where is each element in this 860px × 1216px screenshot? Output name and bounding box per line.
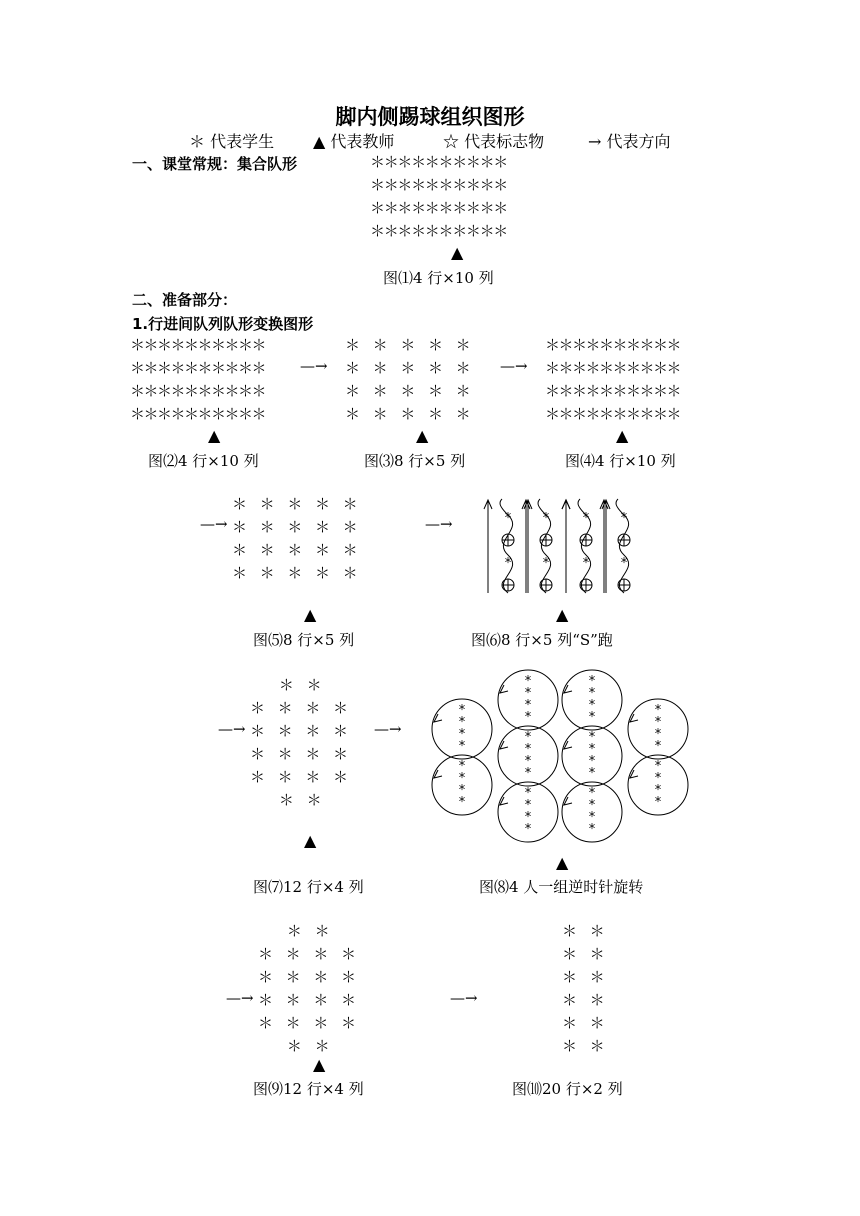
teacher-icon: ▲ [556,605,569,624]
student-mark: * [458,703,466,718]
student-mark: * [654,727,662,742]
student-mark: * [524,754,532,769]
student-mark: * [524,822,532,837]
student-mark: * [654,795,662,810]
teacher-icon: ▲ [556,853,569,872]
student-mark: * [458,783,466,798]
formation-fig1: ＊＊＊＊＊＊＊＊＊＊ ＊＊＊＊＊＊＊＊＊＊ ＊＊＊＊＊＊＊＊＊＊ ＊＊＊＊＊＊＊＊＊＊ [370,153,508,240]
student-mark: * [654,783,662,798]
student-mark: * [524,766,532,781]
arrow-icon: —→ [218,720,246,738]
student-mark: * [588,810,596,825]
student-mark: * [524,798,532,813]
student-mark: * [524,786,532,801]
teacher-icon: ▲ [416,426,429,445]
student-mark: * [524,730,532,745]
student-mark: * [524,674,532,689]
caption-fig4: 图⑷4 行×10 列 [565,452,676,470]
teacher-icon: ▲ [451,243,464,262]
formation-fig4: ＊＊＊＊＊＊＊＊＊＊ ＊＊＊＊＊＊＊＊＊＊ ＊＊＊＊＊＊＊＊＊＊ ＊＊＊＊＊＊＊＊＊＊ [545,336,681,423]
caption-fig10: 图⑽20 行×2 列 [512,1080,623,1098]
page-title: 脚内侧踢球组织图形 [335,104,525,129]
student-mark: * [654,703,662,718]
student-mark: * [582,511,590,526]
formation-fig5: ＊ ＊ ＊ ＊ ＊ ＊ ＊ ＊ ＊ ＊ ＊ ＊ ＊ ＊ ＊ ＊ ＊ ＊ ＊ ＊ [232,495,356,582]
student-mark: * [524,742,532,757]
caption-fig5: 图⑸8 行×5 列 [253,631,355,649]
section-heading-warmup: 二、准备部分： [132,291,238,309]
formation-fig2: ＊＊＊＊＊＊＊＊＊＊ ＊＊＊＊＊＊＊＊＊＊ ＊＊＊＊＊＊＊＊＊＊ ＊＊＊＊＊＊＊＊＊＊ [130,336,266,423]
student-mark: * [458,759,466,774]
legend-marker: ☆ 代表标志物 [443,132,545,151]
arrow-icon: —→ [425,515,453,533]
student-mark: * [542,556,550,571]
formation-fig9: ＊ ＊ ＊ ＊ ＊ ＊ ＊ ＊ ＊ ＊ ＊ ＊ ＊ ＊ ＊ ＊ ＊ ＊ ＊ ＊ [258,922,355,1055]
caption-fig7: 图⑺12 行×4 列 [253,878,364,896]
caption-fig3: 图⑶8 行×5 列 [364,452,466,470]
student-mark: * [588,710,596,725]
s-run-diagram [478,495,648,595]
student-mark: * [524,698,532,713]
student-mark: * [524,686,532,701]
caption-fig1: 图⑴4 行×10 列 [383,269,494,287]
teacher-icon: ▲ [304,605,317,624]
caption-fig2: 图⑵4 行×10 列 [148,452,259,470]
student-mark: * [588,674,596,689]
legend-direction: → 代表方向 [588,132,671,151]
student-mark: * [654,771,662,786]
student-mark: * [588,766,596,781]
student-mark: * [588,730,596,745]
arrow-icon: —→ [226,989,254,1007]
student-mark: * [620,556,628,571]
student-mark: * [588,686,596,701]
teacher-icon: ▲ [304,831,317,850]
student-mark: * [504,511,512,526]
student-mark: * [458,739,466,754]
student-mark: * [458,795,466,810]
subsection-heading-formation-change: 1.行进间队列队形变换图形 [132,315,314,333]
student-mark: * [588,754,596,769]
student-mark: * [654,715,662,730]
section-heading-routine: 一、课堂常规：集合队形 [132,155,298,173]
student-mark: * [588,698,596,713]
student-mark: * [588,742,596,757]
formation-fig10: ＊ ＊ ＊ ＊ ＊ ＊ ＊ ＊ ＊ ＊ ＊ ＊ [562,922,603,1055]
teacher-icon: ▲ [616,426,629,445]
student-mark: * [504,556,512,571]
legend-teacher: ▲ 代表教师 [313,132,395,151]
student-mark: * [620,511,628,526]
arrow-icon: —→ [300,357,328,375]
student-mark: * [582,556,590,571]
student-mark: * [654,739,662,754]
student-mark: * [588,798,596,813]
student-mark: * [542,511,550,526]
student-mark: * [524,710,532,725]
caption-fig9: 图⑼12 行×4 列 [253,1080,364,1098]
student-mark: * [654,759,662,774]
teacher-icon: ▲ [313,1055,326,1074]
rotation-diagram [428,664,698,850]
arrow-icon: —→ [450,989,478,1007]
teacher-icon: ▲ [208,426,221,445]
student-mark: * [458,727,466,742]
student-mark: * [588,786,596,801]
caption-fig6: 图⑹8 行×5 列“S”跑 [471,631,613,649]
arrow-icon: —→ [374,720,402,738]
student-mark: * [524,810,532,825]
student-mark: * [458,715,466,730]
caption-fig8: 图⑻4 人一组逆时针旋转 [479,878,644,896]
student-mark: * [588,822,596,837]
arrow-icon: —→ [500,357,528,375]
student-mark: * [458,771,466,786]
legend-student: ＊ 代表学生 [189,132,275,151]
arrow-icon: —→ [200,515,228,533]
formation-fig3: ＊ ＊ ＊ ＊ ＊ ＊ ＊ ＊ ＊ ＊ ＊ ＊ ＊ ＊ ＊ ＊ ＊ ＊ ＊ ＊ [345,336,469,423]
formation-fig7: ＊ ＊ ＊ ＊ ＊ ＊ ＊ ＊ ＊ ＊ ＊ ＊ ＊ ＊ ＊ ＊ ＊ ＊ ＊ ＊ [250,676,347,809]
